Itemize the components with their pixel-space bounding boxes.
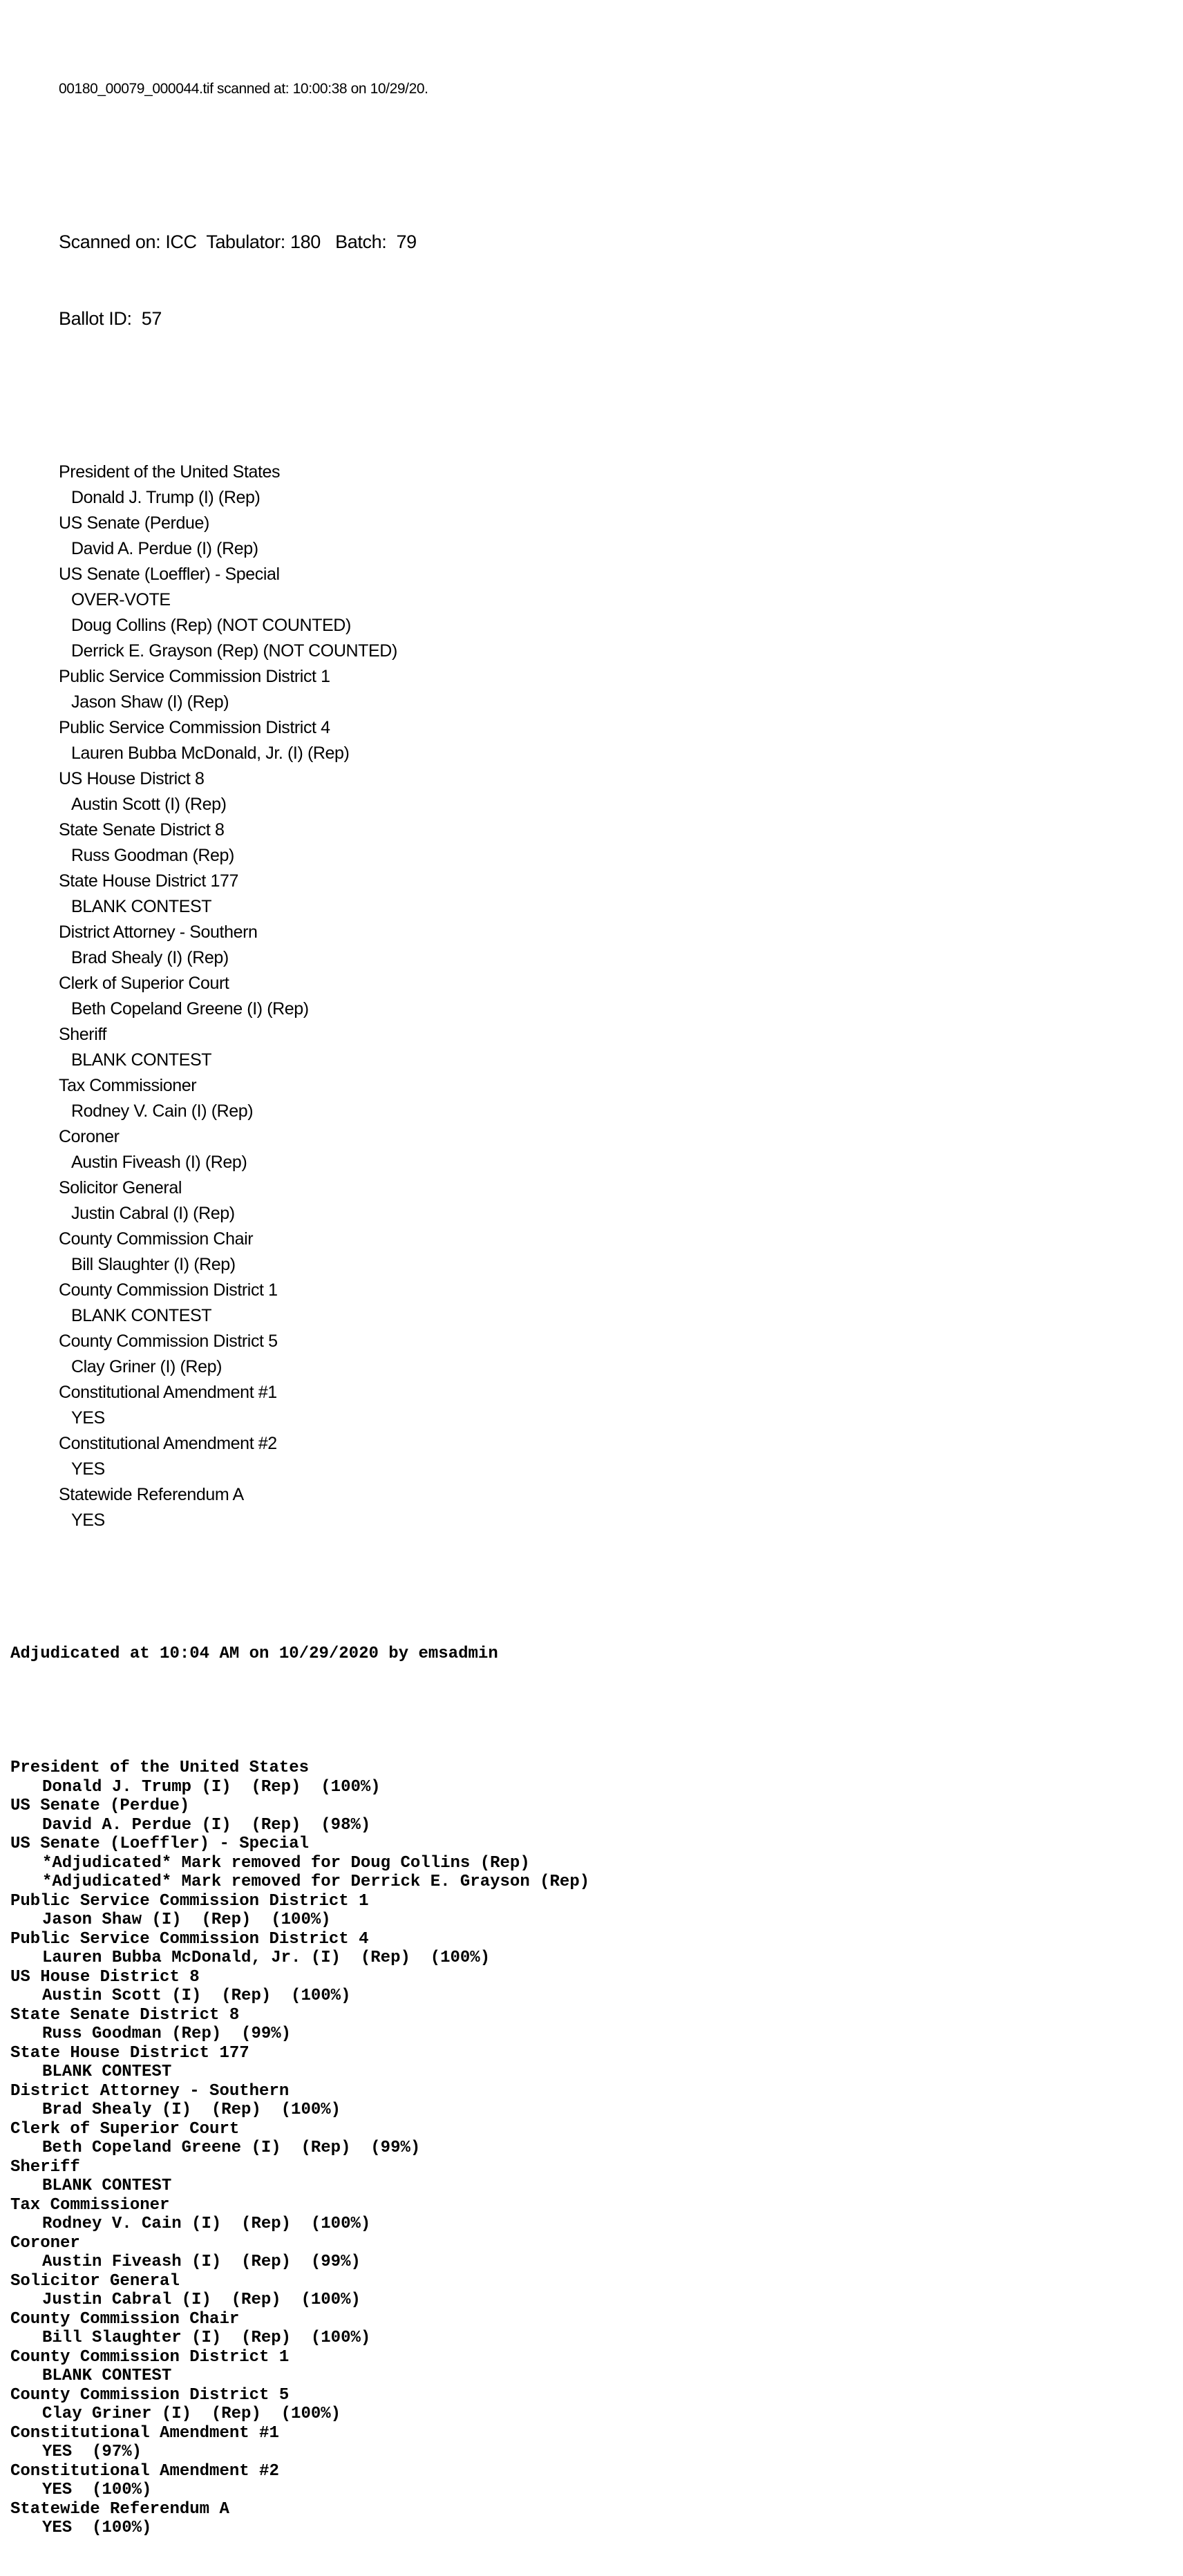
contest-name: Constitutional Amendment #2 [10,2461,279,2481]
selection-line: Bill Slaughter (I) (Rep) [71,1255,236,1274]
contest-name: State Senate District 8 [59,820,225,840]
selection-line: *Adjudicated* Mark removed for Derrick E. Grayson (Rep) [42,1873,590,1891]
selection-line: BLANK CONTEST [71,1306,212,1325]
contest-name: Tax Commissioner [10,2195,170,2215]
contest-name: County Commission District 5 [10,2385,290,2405]
selection-line: Donald J. Trump (I) (Rep) [71,488,261,507]
contest-name: US Senate (Perdue) [10,1797,190,1815]
contest-name: President of the United States [10,1759,310,1777]
selection-line: Brad Shealy (I) (Rep) [71,948,229,967]
selection-line: Bill Slaughter (I) (Rep) (100%) [42,2329,371,2347]
selection-line: Russ Goodman (Rep) (99%) [42,2025,292,2043]
contest-name: Statewide Referendum A [59,1485,244,1504]
contest-name: Solicitor General [10,2271,180,2291]
contest-name: US Senate (Loeffler) - Special [10,1835,310,1853]
scan-file-line: 00180_00079_000044.tif scanned at: 10:00:38 on 10/29/20. [59,81,428,97]
contest-name: Sheriff [10,2157,80,2177]
scanner-info-line: Scanned on: ICC Tabulator: 180 Batch: 79 [59,231,417,252]
contest-name: Solicitor General [59,1178,182,1197]
selection-line: David A. Perdue (I) (Rep) (98%) [42,1815,371,1835]
contest-name: State House District 177 [10,2043,249,2063]
adjudication-list [10,1759,1183,2538]
selection-line: Derrick E. Grayson (Rep) (NOT COUNTED) [71,641,397,661]
selection-line: Lauren Bubba McDonald, Jr. (I) (Rep) (100%) [42,1949,491,1967]
selection-line: Clay Griner (I) (Rep) [71,1357,223,1376]
selection-line: BLANK CONTEST [42,2063,172,2081]
contest-name: Coroner [59,1127,120,1146]
selection-line: Rodney V. Cain (I) (Rep) (100%) [42,2215,371,2233]
contest-name: Clerk of Superior Court [10,2119,240,2139]
selection-line: Justin Cabral (I) (Rep) [71,1204,235,1223]
selection-line: OVER-VOTE [71,590,171,609]
selection-line: David A. Perdue (I) (Rep) [71,539,258,558]
contest-name: State Senate District 8 [10,2005,240,2025]
contest-name: County Commission Chair [59,1229,254,1249]
adjudication-header: Adjudicated at 10:04 AM on 10/29/2020 by emsadmin [10,1645,498,1663]
selection-line: YES (97%) [42,2443,142,2461]
contest-name: Public Service Commission District 4 [10,1929,369,1949]
selection-line: Jason Shaw (I) (Rep) [71,692,229,712]
contest-name: Coroner [10,2233,80,2253]
contest-name: Tax Commissioner [59,1076,197,1095]
adjudication-section [0,1607,1183,2576]
contest-name: US House District 8 [10,1967,200,1987]
selection-line: Brad Shealy (I) (Rep) (100%) [42,2101,341,2119]
selection-line: BLANK CONTEST [42,2367,172,2385]
selection-line: YES [71,1408,105,1428]
selection-line: YES [71,1510,105,1530]
selection-line: Lauren Bubba McDonald, Jr. (I) (Rep) [71,744,350,763]
contest-name: County Commission Chair [10,2309,240,2329]
blank-line [59,383,1183,408]
selection-line: Beth Copeland Greene (I) (Rep) (99%) [42,2139,421,2157]
selection-line: BLANK CONTEST [71,897,212,916]
contest-name: District Attorney - Southern [10,2081,290,2101]
selection-line: Austin Scott (I) (Rep) [71,795,227,814]
selection-line: Austin Fiveash (I) (Rep) [71,1153,247,1172]
ballot-id-line: Ballot ID: 57 [59,308,162,329]
selection-line: Beth Copeland Greene (I) (Rep) [71,999,309,1019]
contest-name: Statewide Referendum A [10,2499,229,2519]
contest-name: Public Service Commission District 1 [59,667,330,686]
selection-line: Austin Fiveash (I) (Rep) (99%) [42,2253,361,2271]
cast-vote-list [59,460,1183,1533]
selection-line: Rodney V. Cain (I) (Rep) [71,1101,254,1121]
selection-line: *Adjudicated* Mark removed for Doug Collins (Rep) [42,1853,530,1873]
contest-name: Sheriff [59,1025,107,1044]
contest-name: District Attorney - Southern [59,922,258,942]
selection-line: YES [71,1459,105,1479]
contest-name: US Senate (Perdue) [59,513,209,533]
contest-name: Public Service Commission District 4 [59,718,330,737]
selection-line: YES (100%) [42,2519,152,2537]
selection-line: Clay Griner (I) (Rep) (100%) [42,2405,341,2423]
contest-name: Clerk of Superior Court [59,974,229,993]
selection-line: Jason Shaw (I) (Rep) (100%) [42,1911,331,1929]
selection-line: Doug Collins (Rep) (NOT COUNTED) [71,616,351,635]
contest-name: State House District 177 [59,871,238,891]
selection-line: Russ Goodman (Rep) [71,846,234,865]
contest-name: County Commission District 5 [59,1332,278,1351]
contest-name: Constitutional Amendment #2 [59,1434,277,1453]
blank-line [59,153,1183,178]
selection-line: Donald J. Trump (I) (Rep) (100%) [42,1777,381,1797]
selection-line: BLANK CONTEST [71,1050,212,1070]
selection-line: Justin Cabral (I) (Rep) (100%) [42,2291,361,2309]
blank-line [10,1702,1183,1721]
contest-name: US Senate (Loeffler) - Special [59,565,280,584]
contest-name: Public Service Commission District 1 [10,1891,369,1911]
selection-line: Austin Scott (I) (Rep) (100%) [42,1987,351,2005]
selection-line: BLANK CONTEST [42,2177,172,2195]
contest-name: County Commission District 1 [59,1280,278,1300]
contest-name: US House District 8 [59,769,205,788]
contest-name: Constitutional Amendment #1 [59,1383,277,1402]
contest-name: President of the United States [59,462,281,482]
contest-name: County Commission District 1 [10,2347,290,2367]
selection-line: YES (100%) [42,2481,152,2499]
contest-name: Constitutional Amendment #1 [10,2423,279,2443]
